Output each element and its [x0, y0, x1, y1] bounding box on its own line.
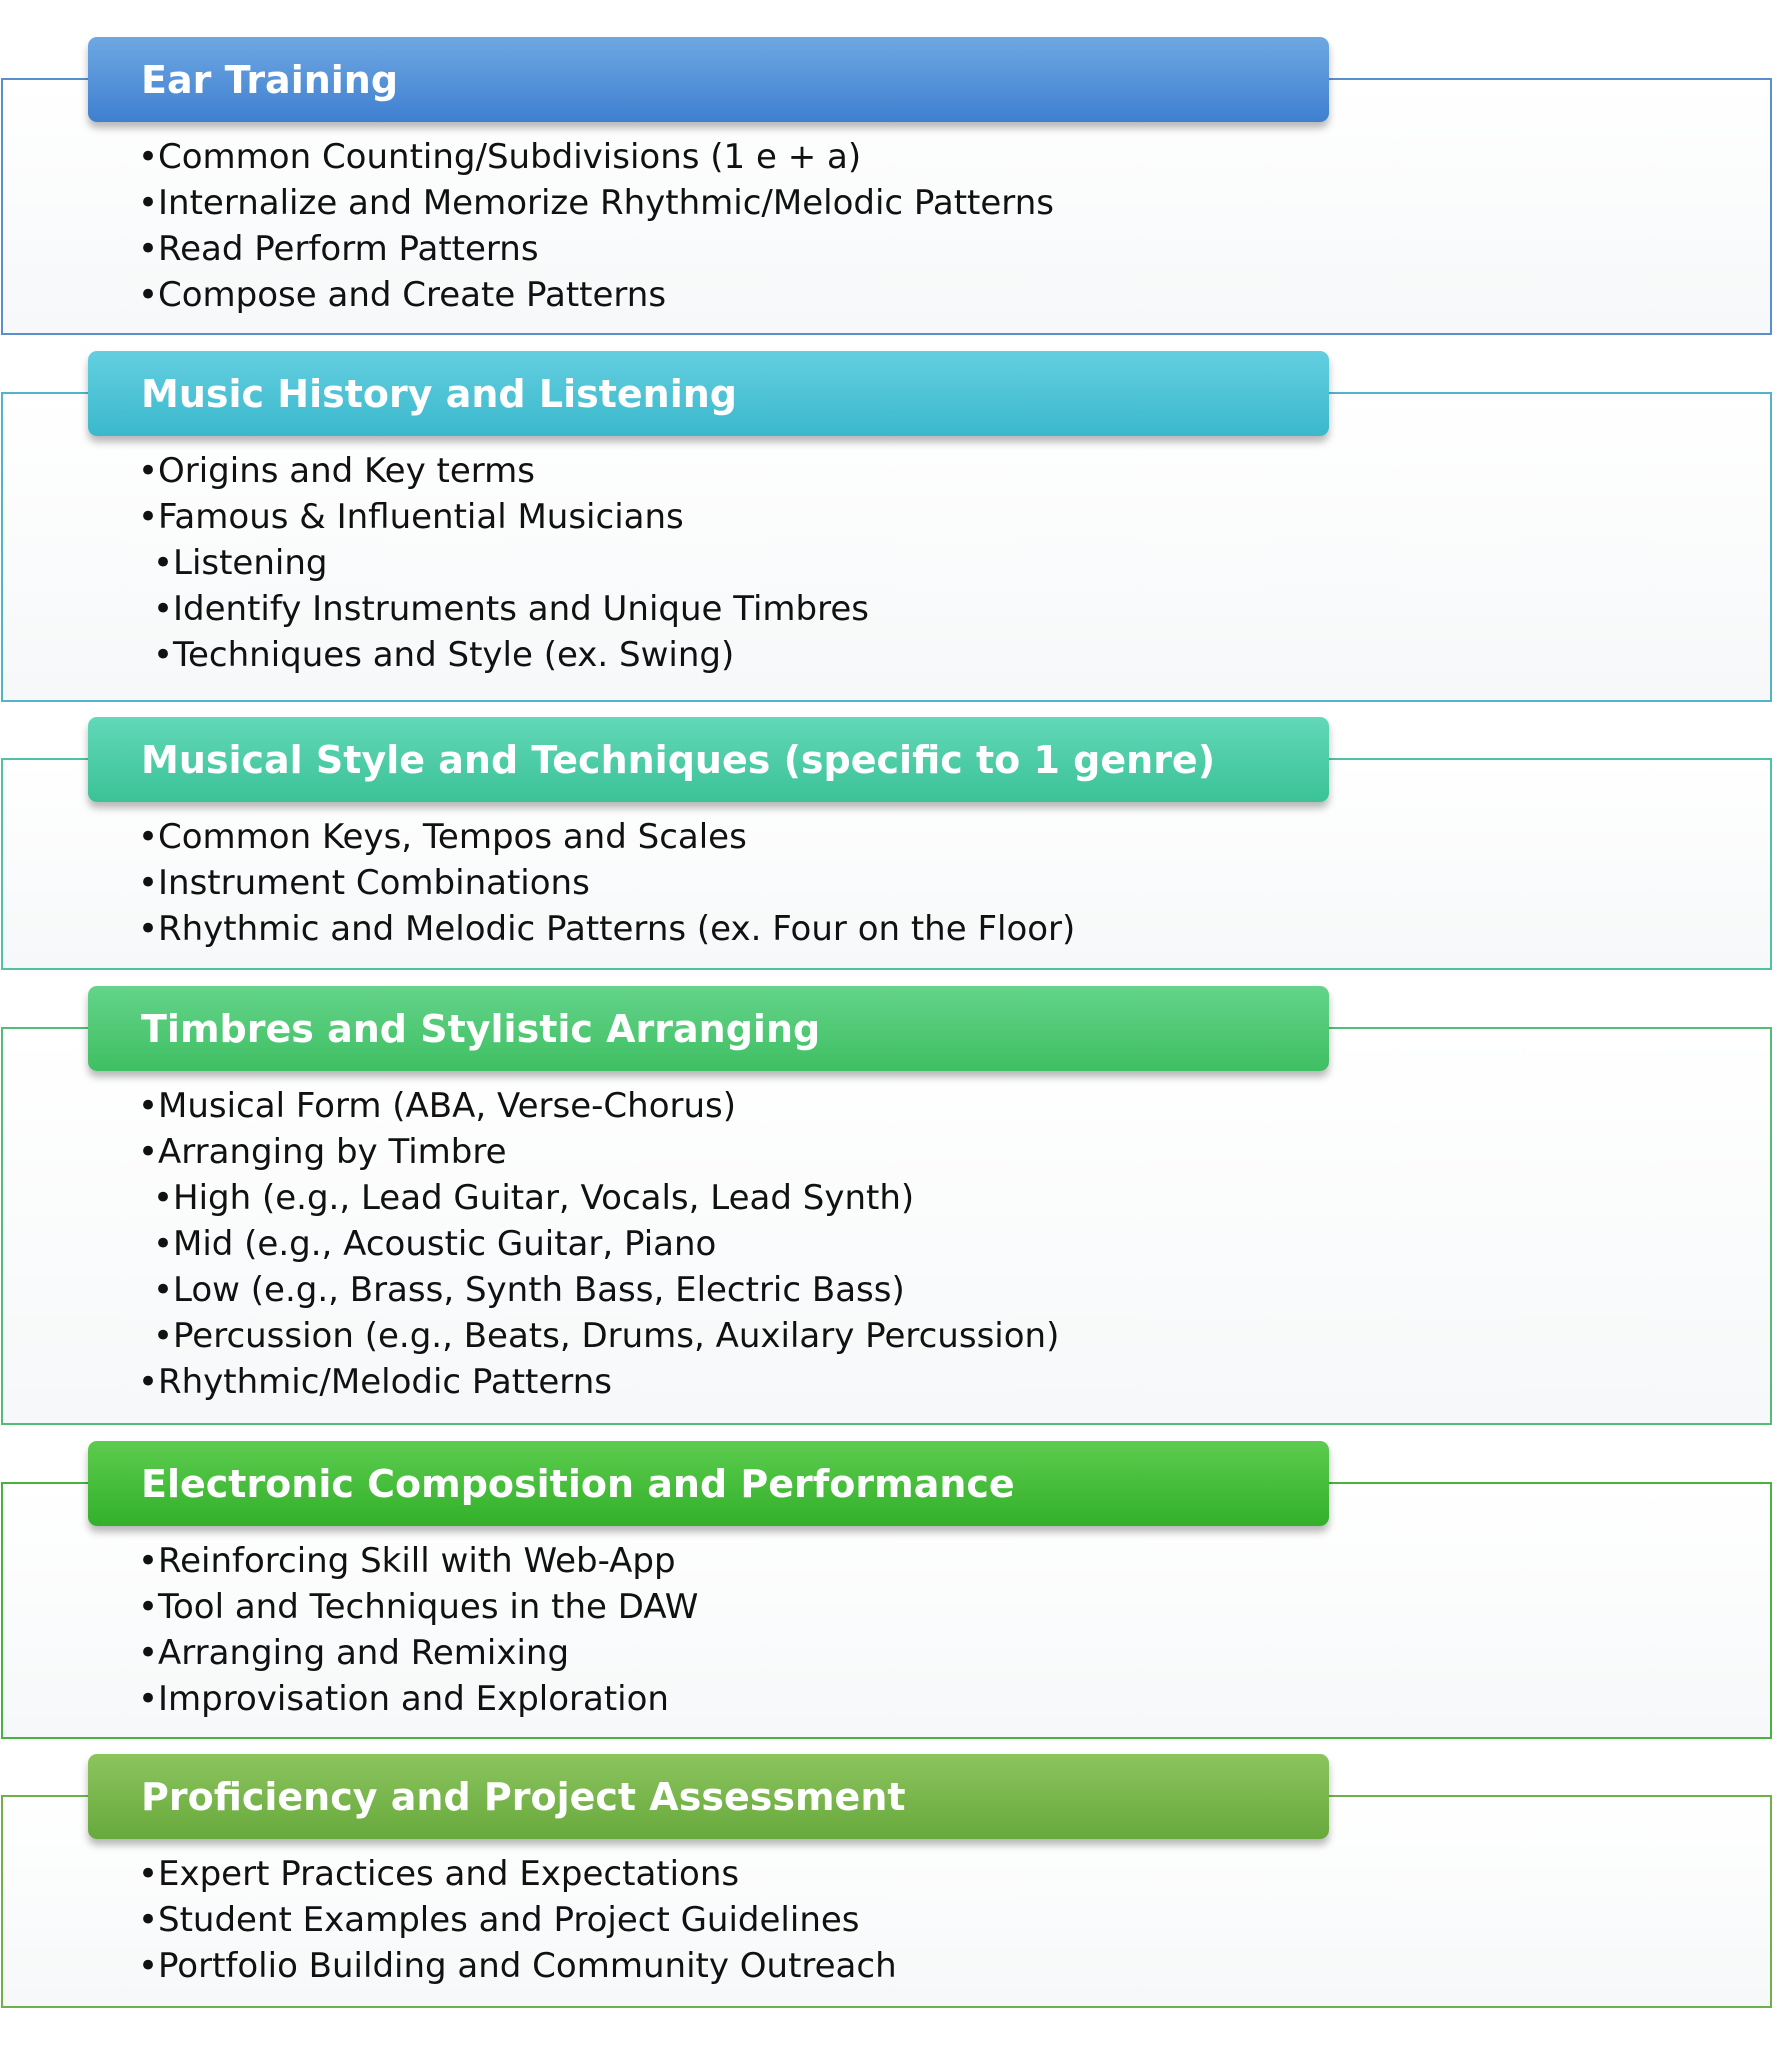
list-item — [138, 1083, 1059, 1129]
bullet-icon: • — [138, 451, 159, 491]
list-item — [138, 226, 1054, 272]
bullet-icon: • — [138, 863, 159, 903]
bullet-icon: • — [138, 1633, 159, 1673]
list-item-text: Instrument Combinations — [158, 863, 590, 903]
section-header: Music History and Listening — [88, 351, 1329, 436]
list-item — [138, 632, 869, 678]
section-header: Ear Training — [88, 37, 1329, 122]
list-item-text: Reinforcing Skill with Web-App — [158, 1541, 676, 1581]
list-item-text: Origins and Key terms — [158, 451, 535, 491]
bullet-icon: • — [138, 1679, 159, 1719]
list-item — [138, 1267, 1059, 1313]
list-item-text: Read Perform Patterns — [158, 229, 539, 269]
bullet-icon: • — [138, 817, 159, 857]
list-item-text: Musical Form (ABA, Verse-Chorus) — [158, 1086, 737, 1126]
list-item-text: Student Examples and Project Guidelines — [158, 1900, 860, 1940]
bullet-icon: • — [138, 1587, 159, 1627]
list-item — [138, 1584, 698, 1630]
bullet-icon: • — [138, 1086, 159, 1126]
list-item — [138, 1897, 897, 1943]
list-item — [138, 448, 869, 494]
list-item-text: Percussion (e.g., Beats, Drums, Auxilary Percussion) — [173, 1316, 1060, 1356]
bullet-icon: • — [138, 1854, 159, 1894]
list-item-text: Common Counting/Subdivisions (1 e + a) — [158, 137, 862, 177]
list-item-text: Arranging and Remixing — [158, 1633, 570, 1673]
list-item — [138, 272, 1054, 318]
list-item-text: Expert Practices and Expectations — [158, 1854, 740, 1894]
list-item-text: Compose and Create Patterns — [158, 275, 667, 315]
section-header: Musical Style and Techniques (specific to 1 genre) — [88, 717, 1329, 802]
list-item — [138, 180, 1054, 226]
list-item-text: Arranging by Timbre — [158, 1132, 507, 1172]
bullet-icon: • — [153, 1270, 174, 1310]
list-item — [138, 1359, 1059, 1405]
list-item — [138, 134, 1054, 180]
bullet-list — [138, 814, 1075, 952]
list-item — [138, 494, 869, 540]
list-item-text: Tool and Techniques in the DAW — [158, 1587, 699, 1627]
list-item — [138, 540, 869, 586]
bullet-list — [138, 1851, 897, 1989]
list-item — [138, 1175, 1059, 1221]
list-item — [138, 1538, 698, 1584]
list-item — [138, 1943, 897, 1989]
bullet-icon: • — [153, 589, 174, 629]
bullet-icon: • — [138, 229, 159, 269]
list-item-text: Listening — [173, 543, 328, 583]
list-item-text: Internalize and Memorize Rhythmic/Melodic Patterns — [158, 183, 1054, 223]
list-item — [138, 586, 869, 632]
section-header: Electronic Composition and Performance — [88, 1441, 1329, 1526]
list-item — [138, 1313, 1059, 1359]
list-item — [138, 1221, 1059, 1267]
bullet-icon: • — [153, 1224, 174, 1264]
list-item-text: Low (e.g., Brass, Synth Bass, Electric Bass) — [173, 1270, 905, 1310]
list-item — [138, 1851, 897, 1897]
list-item-text: Portfolio Building and Community Outreach — [158, 1946, 897, 1986]
bullet-icon: • — [153, 1316, 174, 1356]
bullet-icon: • — [138, 1900, 159, 1940]
list-item-text: Improvisation and Exploration — [158, 1679, 669, 1719]
bullet-icon: • — [138, 275, 159, 315]
bullet-icon: • — [138, 909, 159, 949]
list-item-text: Common Keys, Tempos and Scales — [158, 817, 747, 857]
list-item — [138, 1676, 698, 1722]
bullet-icon: • — [153, 1178, 174, 1218]
bullet-list — [138, 1538, 698, 1722]
list-item-text: Mid (e.g., Acoustic Guitar, Piano — [173, 1224, 717, 1264]
bullet-list — [138, 448, 869, 678]
bullet-icon: • — [138, 497, 159, 537]
bullet-icon: • — [138, 1541, 159, 1581]
bullet-icon: • — [138, 183, 159, 223]
list-item-text: Rhythmic and Melodic Patterns (ex. Four on the Floor) — [158, 909, 1076, 949]
bullet-icon: • — [138, 137, 159, 177]
bullet-icon: • — [153, 543, 174, 583]
list-item-text: Rhythmic/Melodic Patterns — [158, 1362, 612, 1402]
list-item-text: Techniques and Style (ex. Swing) — [173, 635, 735, 675]
section-header: Timbres and Stylistic Arranging — [88, 986, 1329, 1071]
list-item — [138, 1129, 1059, 1175]
list-item — [138, 906, 1075, 952]
list-item-text: Famous & Influential Musicians — [158, 497, 684, 537]
list-item — [138, 814, 1075, 860]
list-item — [138, 860, 1075, 906]
bullet-icon: • — [153, 635, 174, 675]
list-item — [138, 1630, 698, 1676]
section-header: Proficiency and Project Assessment — [88, 1754, 1329, 1839]
list-item-text: Identify Instruments and Unique Timbres — [173, 589, 869, 629]
bullet-icon: • — [138, 1362, 159, 1402]
bullet-list — [138, 1083, 1059, 1405]
bullet-icon: • — [138, 1946, 159, 1986]
bullet-icon: • — [138, 1132, 159, 1172]
list-item-text: High (e.g., Lead Guitar, Vocals, Lead Synth) — [173, 1178, 915, 1218]
bullet-list — [138, 134, 1054, 318]
